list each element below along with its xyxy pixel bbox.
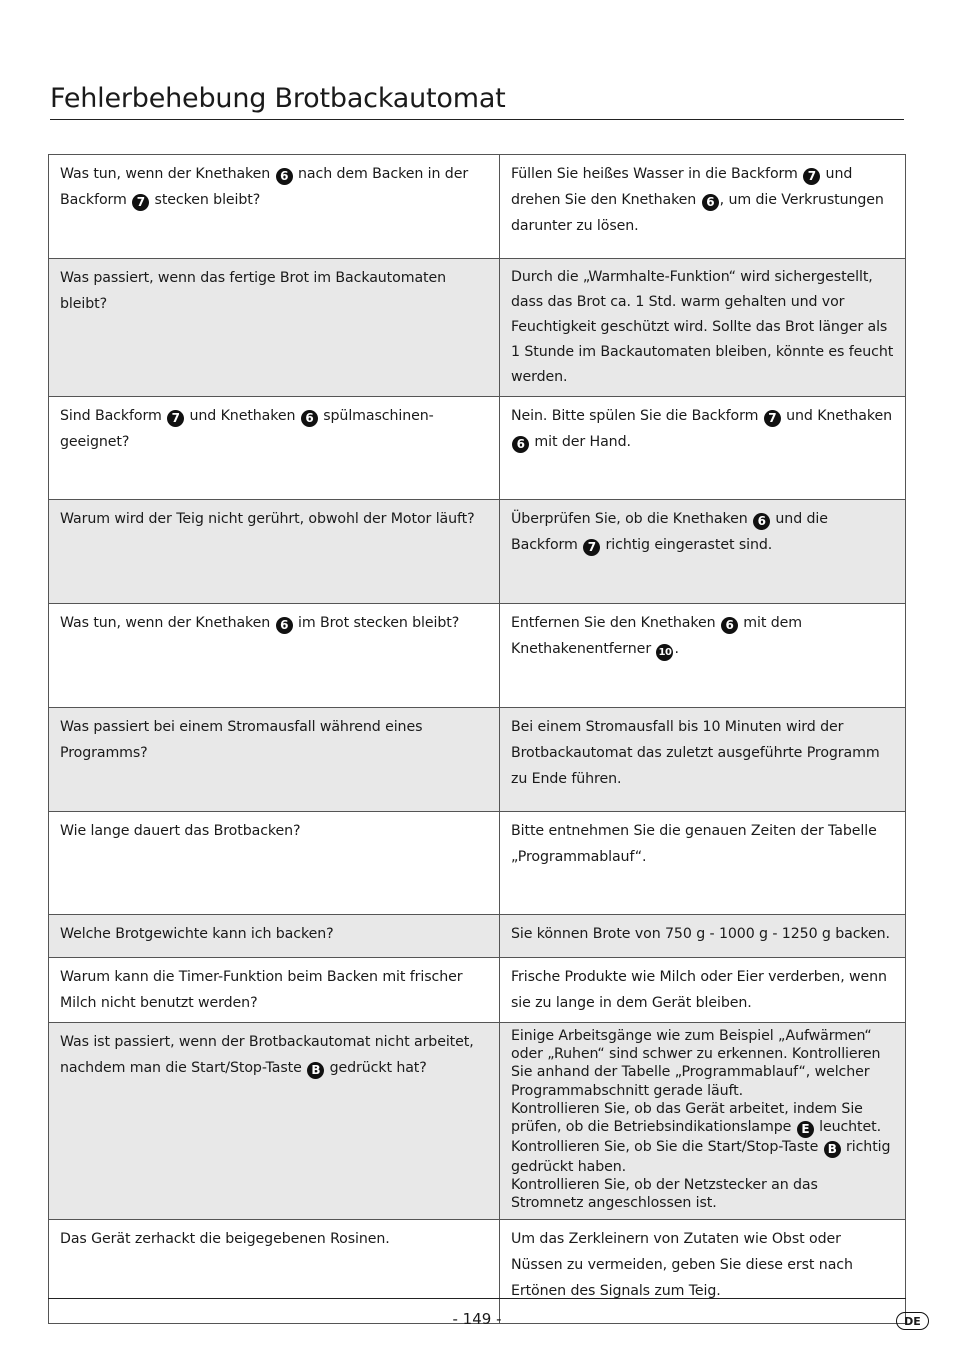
page-title: Fehlerbehebung Brotbackautomat bbox=[50, 80, 904, 120]
a-text: Kontrollieren Sie, ob der Netzstecker an das Stromnetz angeschlossen ist. bbox=[511, 1177, 818, 1212]
question-cell bbox=[49, 1023, 500, 1220]
part-number-badge-6: 6 bbox=[276, 168, 293, 185]
table-row bbox=[49, 500, 906, 604]
question-cell bbox=[49, 259, 500, 397]
table-row bbox=[49, 259, 906, 397]
a-text: Sie können Brote von 750 g - 1000 g - 1250 g backen. bbox=[511, 926, 890, 942]
part-number-badge-7: 7 bbox=[764, 410, 781, 427]
a-text: Nein. Bitte spülen Sie die Backform bbox=[511, 408, 763, 424]
table-row bbox=[49, 155, 906, 259]
question-cell bbox=[49, 604, 500, 708]
a-text: Entfernen Sie den Knethaken bbox=[511, 615, 720, 631]
answer-cell bbox=[500, 259, 906, 397]
part-number-badge-b: B bbox=[824, 1141, 841, 1158]
answer-cell bbox=[500, 1219, 906, 1323]
part-number-badge-7: 7 bbox=[132, 194, 149, 211]
answer-cell bbox=[500, 958, 906, 1023]
a-text: Bitte entnehmen Sie die genauen Zeiten der Tabelle „Programmablauf“. bbox=[511, 823, 877, 865]
part-number-badge-6: 6 bbox=[702, 194, 719, 211]
a-text: und drehen Sie den Knethaken bbox=[511, 166, 853, 208]
a-text: Füllen Sie heißes Wasser in die Backform bbox=[511, 166, 803, 182]
q-text: Warum wird der Teig nicht gerührt, obwohl der Motor läuft? bbox=[60, 511, 475, 527]
a-text: Frische Produkte wie Milch oder Eier verderben, wenn sie zu lange in dem Gerät bleiben. bbox=[511, 969, 887, 1011]
troubleshooting-table bbox=[48, 154, 906, 1324]
a-text: Durch die „Warmhalte-Funktion“ wird sichergestellt, dass das Brot ca. 1 Std. warm gehalten und vor Feuchtigkeit geschützt wird. Sollte das Brot länger als 1 Stunde im Backautomaten bleiben, könnte es feucht werden. bbox=[511, 269, 894, 385]
q-text: Warum kann die Timer-Funktion beim Backen mit frischer Milch nicht benutzt werden? bbox=[60, 969, 463, 1011]
language-badge: DE bbox=[896, 1312, 929, 1330]
table-row bbox=[49, 1219, 906, 1323]
part-number-badge-7: 7 bbox=[167, 410, 184, 427]
page-number: - 149 - bbox=[452, 1310, 502, 1328]
part-number-badge-7: 7 bbox=[803, 168, 820, 185]
a-text: mit dem Knethakenentferner bbox=[511, 615, 802, 657]
a-text: , um die Verkrustungen darunter zu lösen. bbox=[511, 192, 884, 234]
a-text: Einige Arbeitsgänge wie zum Beispiel „Aufwärmen“ oder „Ruhen“ sind schwer zu erkennen. Kontrollieren Sie anhand der Tabelle „Programmablauf“, welcher Programmabschnitt gerade läuft. bbox=[511, 1028, 881, 1099]
part-number-badge-10: 10 bbox=[656, 644, 673, 661]
a-text: und die Backform bbox=[511, 511, 828, 553]
q-text: im Brot stecken bleibt? bbox=[293, 615, 460, 631]
question-cell bbox=[49, 155, 500, 259]
table-row bbox=[49, 915, 906, 958]
table-row bbox=[49, 958, 906, 1023]
q-text: und Knethaken bbox=[185, 408, 300, 424]
a-text: Kontrollieren Sie, ob das Gerät arbeitet, indem Sie prüfen, ob die Betriebsindikationslampe bbox=[511, 1100, 863, 1136]
q-text: gedrückt hat? bbox=[325, 1060, 427, 1076]
part-number-badge-6: 6 bbox=[301, 410, 318, 427]
q-text: Sind Backform bbox=[60, 408, 167, 424]
a-text: richtig gedrückt haben. bbox=[511, 1139, 891, 1176]
q-text: Was passiert, wenn das fertige Brot im Backautomaten bleibt? bbox=[60, 270, 447, 312]
q-text: Das Gerät zerhackt die beigegebenen Rosinen. bbox=[60, 1230, 390, 1247]
answer-cell bbox=[500, 915, 906, 958]
a-text: leuchtet. bbox=[814, 1119, 882, 1136]
footer-divider bbox=[48, 1298, 906, 1299]
a-text: Bei einem Stromausfall bis 10 Minuten wird der Brotbackautomat das zuletzt ausgeführte Programm zu Ende führen. bbox=[511, 719, 880, 787]
question-cell bbox=[49, 708, 500, 812]
q-text: Was passiert bei einem Stromausfall während eines Programms? bbox=[60, 719, 423, 761]
q-text: nach dem Backen in der Backform bbox=[60, 166, 469, 208]
question-cell bbox=[49, 397, 500, 500]
q-text: Was ist passiert, wenn der Brotbackautomat nicht arbeitet, nachdem man die Start/Stop-Taste bbox=[60, 1034, 474, 1076]
table-row bbox=[49, 708, 906, 812]
part-number-badge-6: 6 bbox=[276, 617, 293, 634]
question-cell bbox=[49, 500, 500, 604]
a-text: mit der Hand. bbox=[530, 434, 631, 450]
q-text: Wie lange dauert das Brotbacken? bbox=[60, 823, 301, 839]
a-text: Um das Zerkleinern von Zutaten wie Obst oder Nüssen zu vermeiden, geben Sie diese erst nach Ertönen des Signals zum Teig. bbox=[511, 1230, 853, 1299]
table-row bbox=[49, 1023, 906, 1220]
q-text: Was tun, wenn der Knethaken bbox=[60, 166, 275, 182]
a-text: richtig eingerastet sind. bbox=[601, 537, 773, 553]
table-row bbox=[49, 604, 906, 708]
question-cell bbox=[49, 958, 500, 1023]
q-text: Welche Brotgewichte kann ich backen? bbox=[60, 926, 334, 942]
part-number-badge-6: 6 bbox=[512, 436, 529, 453]
question-cell bbox=[49, 812, 500, 915]
part-number-badge-b: B bbox=[307, 1062, 324, 1079]
q-text: spülmaschinen-geeignet? bbox=[60, 408, 434, 450]
part-number-badge-7: 7 bbox=[583, 539, 600, 556]
answer-cell bbox=[500, 708, 906, 812]
answer-cell bbox=[500, 812, 906, 915]
answer-cell bbox=[500, 155, 906, 259]
answer-cell bbox=[500, 604, 906, 708]
a-text: . bbox=[674, 641, 679, 657]
answer-cell bbox=[500, 500, 906, 604]
troubleshooting-table-body bbox=[49, 155, 906, 1324]
a-text: und Knethaken bbox=[781, 408, 893, 424]
table-row bbox=[49, 812, 906, 915]
table-row bbox=[49, 397, 906, 500]
q-text: stecken bleibt? bbox=[150, 192, 261, 208]
part-number-badge-6: 6 bbox=[753, 513, 770, 530]
question-cell bbox=[49, 915, 500, 958]
part-number-badge-6: 6 bbox=[721, 617, 738, 634]
part-number-badge-e: E bbox=[797, 1121, 814, 1138]
question-cell bbox=[49, 1219, 500, 1323]
answer-cell bbox=[500, 1023, 906, 1220]
q-text: Was tun, wenn der Knethaken bbox=[60, 615, 275, 631]
a-text: Überprüfen Sie, ob die Knethaken bbox=[511, 511, 752, 527]
a-text: Kontrollieren Sie, ob Sie die Start/Stop-Taste bbox=[511, 1139, 823, 1156]
answer-cell bbox=[500, 397, 906, 500]
